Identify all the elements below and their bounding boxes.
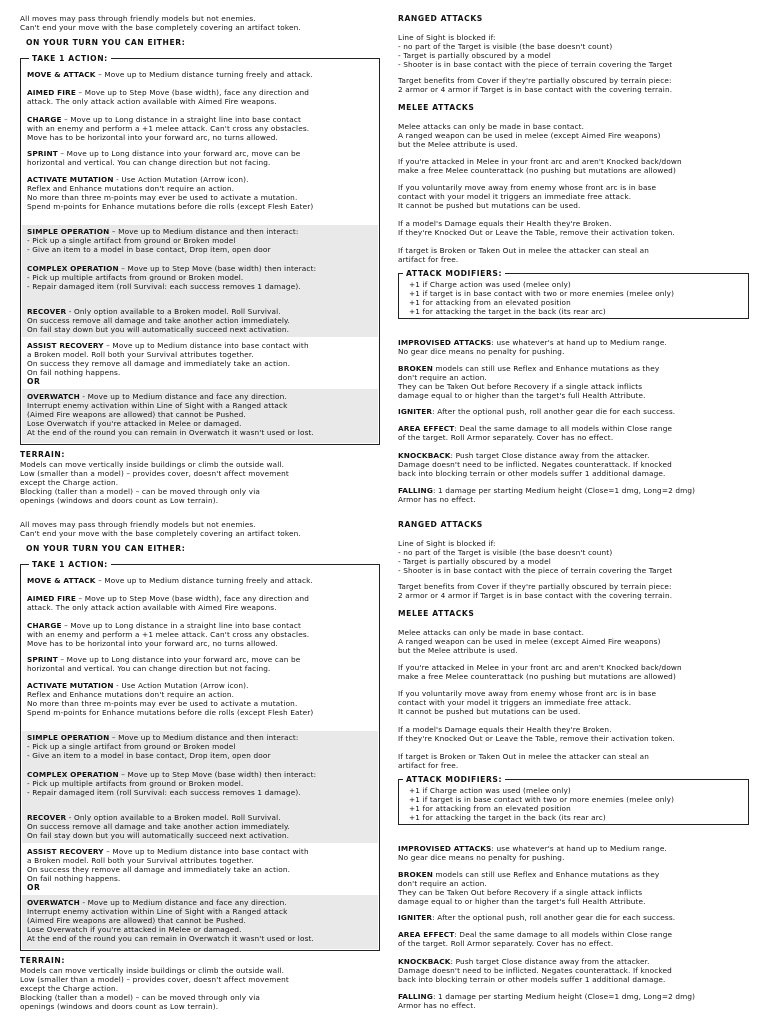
attack-modifiers-list: +1 if Charge action was used (melee only) +1 if target is in base contact with two or more enemies (melee only) +1 for attacking from an elevated position +1 for attacking the target in the back (its rear arc) [409,280,675,316]
action-recover: RECOVER - Only option available to a Broken model. Roll Survival. On success remove all damage and take another action immediately. On fail stay down but you will automatically succeed next activation. [27,307,290,334]
broken-text: If a model's Damage equals their Health they're Broken. If they're Knocked Out or Leave the Table, remove their activation token. [398,219,675,237]
attack-modifiers-box [398,269,749,319]
action-sprint: SPRINT – Move up to Long distance into your forward arc, move can be horizontal and vertical. You can change direction but not facing. [27,149,301,167]
melee-basics-text: Melee attacks can only be made in base contact. A ranged weapon can be used in melee (except Aimed Fire weapons) but the Melee attribute is used. [398,628,661,655]
rule-igniter: IGNITER: After the optional push, roll another gear die for each success. [398,913,676,922]
melee-counterattack-text: If you're attacked in Melee in your front arc and aren't Knocked back/down make a free Melee counterattack (no pushing but mutations are allowed) [398,663,682,681]
ranged-attacks-heading: RANGED ATTACKS [398,14,483,23]
cover-text: Target benefits from Cover if they're partially obscured by terrain piece: 2 armor or 4 armor if Target is in base contact with the covering terrain. [398,76,673,94]
terrain-text: Models can move vertically inside buildings or climb the outside wall. Low (smaller than a model) – provides cover, doesn't affect movement except the Charge action. Blocking (taller than a model) – can be moved through only via openings (windows and doors count as Low terrain). [20,966,289,1011]
broken-text: If a model's Damage equals their Health they're Broken. If they're Knocked Out or Leave the Table, remove their activation token. [398,725,675,743]
rule-broken: BROKEN models can still use Reflex and Enhance mutations as they don't require an action. They can be Taken Out before Recovery if a single attack inflicts damage equal to or higher than the target's full Health Attribute. [398,870,660,906]
rule-improvised: IMPROVISED ATTACKS: use whatever's at hand up to Medium range. No gear dice means no penalty for pushing. [398,844,667,862]
intro-text: All moves may pass through friendly models but not enemies. Can't end your move with the base completely covering an artifact token. [20,520,301,538]
line-of-sight-text: Line of Sight is blocked if: - no part of the Target is visible (the base doesn't count) - Target is partially obscured by a model - Shooter is in base contact with the piece of terrain covering the Target [398,539,673,575]
terrain-text: Models can move vertically inside buildings or climb the outside wall. Low (smaller than a model) – provides cover, doesn't affect movement except the Charge action. Blocking (taller than a model) – can be moved through only via openings (windows and doors count as Low terrain). [20,460,289,505]
action-activate-mutation: ACTIVATE MUTATION - Use Action Mutation (Arrow icon). Reflex and Enhance mutations don't require an action. No more than three m-points may ever be used to activate a mutation. Spend m-points for Enhance mutations before die rolls (except Flesh Eater) [27,681,314,717]
intro-text: All moves may pass through friendly models but not enemies. Can't end your move with the base completely covering an artifact token. [20,14,301,32]
action-assist-recovery: ASSIST RECOVERY – Move up to Medium distance into base contact with a Broken model. Roll both your Survival attributes together. On success they remove all damage and immediately take an action. On fail nothing happens. [27,847,309,883]
reference-card-bottom [0,506,768,1018]
action-complex-operation: COMPLEX OPERATION – Move up to Step Move (base width) then interact: - Pick up multiple artifacts from ground or Broken model. - Repair damaged item (roll Survival: each success removes 1 damage). [27,264,317,291]
action-charge: CHARGE – Move up to Long distance in a straight line into base contact with an enemy and perform a +1 melee attack. Can't cross any obstacles. Move has to be horizontal into your forward arc, no turns allowed. [27,621,310,648]
rule-improvised: IMPROVISED ATTACKS: use whatever's at hand up to Medium range. No gear dice means no penalty for pushing. [398,338,667,356]
attack-modifiers-box [398,775,749,825]
action-activate-mutation: ACTIVATE MUTATION - Use Action Mutation (Arrow icon). Reflex and Enhance mutations don't require an action. No more than three m-points may ever be used to activate a mutation. Spend m-points for Enhance mutations before die rolls (except Flesh Eater) [27,175,314,211]
take-one-action-box [20,560,380,951]
rule-area-effect: AREA EFFECT: Deal the same damage to all models within Close range of the target. Roll Armor separately. Cover has no effect. [398,930,673,948]
action-sprint: SPRINT – Move up to Long distance into your forward arc, move can be horizontal and vertical. You can change direction but not facing. [27,655,301,673]
action-assist-recovery: ASSIST RECOVERY – Move up to Medium distance into base contact with a Broken model. Roll both your Survival attributes together. On success they remove all damage and immediately take an action. On fail nothing happens. [27,341,309,377]
or-label: OR [23,377,45,386]
on-your-turn-heading: ON YOUR TURN YOU CAN EITHER: [26,38,186,47]
rule-igniter: IGNITER: After the optional push, roll another gear die for each success. [398,407,676,416]
melee-free-attack-text: If you voluntarily move away from enemy whose front arc is in base contact with your model it triggers an immediate free attack. It cannot be pushed but mutations can be used. [398,183,657,210]
cover-text: Target benefits from Cover if they're partially obscured by terrain piece: 2 armor or 4 armor if Target is in base contact with the covering terrain. [398,582,673,600]
attack-modifiers-heading: ATTACK MODIFIERS: [403,269,505,278]
attack-modifiers-list: +1 if Charge action was used (melee only) +1 if target is in base contact with two or more enemies (melee only) +1 for attacking from an elevated position +1 for attacking the target in the back (its rear arc) [409,786,675,822]
action-simple-operation: SIMPLE OPERATION – Move up to Medium distance and then interact: - Pick up a single artifact from ground or Broken model - Give an item to a model in base contact, Drop item, open door [27,227,299,254]
action-recover: RECOVER - Only option available to a Broken model. Roll Survival. On success remove all damage and take another action immediately. On fail stay down but you will automatically succeed next activation. [27,813,290,840]
action-move-attack: MOVE & ATTACK – Move up to Medium distance turning freely and attack. [27,576,314,585]
melee-attacks-heading: MELEE ATTACKS [398,103,475,112]
or-label: OR [23,883,45,892]
rule-falling: FALLING: 1 damage per starting Medium height (Close=1 dmg, Long=2 dmg) Armor has no effect. [398,992,696,1010]
rule-falling: FALLING: 1 damage per starting Medium height (Close=1 dmg, Long=2 dmg) Armor has no effect. [398,486,696,504]
rule-area-effect: AREA EFFECT: Deal the same damage to all models within Close range of the target. Roll Armor separately. Cover has no effect. [398,424,673,442]
take-one-action-heading: TAKE 1 ACTION: [29,54,111,63]
terrain-heading: TERRAIN: [20,450,65,459]
action-aimed-fire: AIMED FIRE – Move up to Step Move (base width), face any direction and attack. The only attack action available with Aimed Fire weapons. [27,88,310,106]
rule-knockback: KNOCKBACK: Push target Close distance away from the attacker. Damage doesn't need to be inflicted. Negates counterattack. If knocked back into blocking terrain or other models suffer 1 additional damage. [398,957,672,984]
rule-broken: BROKEN models can still use Reflex and Enhance mutations as they don't require an action. They can be Taken Out before Recovery if a single attack inflicts damage equal to or higher than the target's full Health Attribute. [398,364,660,400]
action-complex-operation: COMPLEX OPERATION – Move up to Step Move (base width) then interact: - Pick up multiple artifacts from ground or Broken model. - Repair damaged item (roll Survival: each success removes 1 damage). [27,770,317,797]
melee-basics-text: Melee attacks can only be made in base contact. A ranged weapon can be used in melee (except Aimed Fire weapons) but the Melee attribute is used. [398,122,661,149]
take-one-action-box [20,54,380,445]
steal-text: If target is Broken or Taken Out in melee the attacker can steal an artifact for free. [398,752,650,770]
action-charge: CHARGE – Move up to Long distance in a straight line into base contact with an enemy and perform a +1 melee attack. Can't cross any obstacles. Move has to be horizontal into your forward arc, no turns allowed. [27,115,310,142]
melee-free-attack-text: If you voluntarily move away from enemy whose front arc is in base contact with your model it triggers an immediate free attack. It cannot be pushed but mutations can be used. [398,689,657,716]
action-move-attack: MOVE & ATTACK – Move up to Medium distance turning freely and attack. [27,70,314,79]
action-aimed-fire: AIMED FIRE – Move up to Step Move (base width), face any direction and attack. The only attack action available with Aimed Fire weapons. [27,594,310,612]
ranged-attacks-heading: RANGED ATTACKS [398,520,483,529]
attack-modifiers-heading: ATTACK MODIFIERS: [403,775,505,784]
line-of-sight-text: Line of Sight is blocked if: - no part of the Target is visible (the base doesn't count) - Target is partially obscured by a model - Shooter is in base contact with the piece of terrain covering the Target [398,33,673,69]
take-one-action-heading: TAKE 1 ACTION: [29,560,111,569]
rule-knockback: KNOCKBACK: Push target Close distance away from the attacker. Damage doesn't need to be inflicted. Negates counterattack. If knocked back into blocking terrain or other models suffer 1 additional damage. [398,451,672,478]
action-overwatch: OVERWATCH - Move up to Medium distance and face any direction. Interrupt enemy activation within Line of Sight with a Ranged attack (Aimed Fire weapons are allowed) that cannot be Pushed. Lose Overwatch if you're attacked in Melee or damaged. At the end of the round you can remain in Overwatch it wasn't used or lost. [27,392,315,437]
on-your-turn-heading: ON YOUR TURN YOU CAN EITHER: [26,544,186,553]
terrain-heading: TERRAIN: [20,956,65,965]
melee-attacks-heading: MELEE ATTACKS [398,609,475,618]
action-overwatch: OVERWATCH - Move up to Medium distance and face any direction. Interrupt enemy activation within Line of Sight with a Ranged attack (Aimed Fire weapons are allowed) that cannot be Pushed. Lose Overwatch if you're attacked in Melee or damaged. At the end of the round you can remain in Overwatch it wasn't used or lost. [27,898,315,943]
steal-text: If target is Broken or Taken Out in melee the attacker can steal an artifact for free. [398,246,650,264]
action-simple-operation: SIMPLE OPERATION – Move up to Medium distance and then interact: - Pick up a single artifact from ground or Broken model - Give an item to a model in base contact, Drop item, open door [27,733,299,760]
melee-counterattack-text: If you're attacked in Melee in your front arc and aren't Knocked back/down make a free Melee counterattack (no pushing but mutations are allowed) [398,157,682,175]
